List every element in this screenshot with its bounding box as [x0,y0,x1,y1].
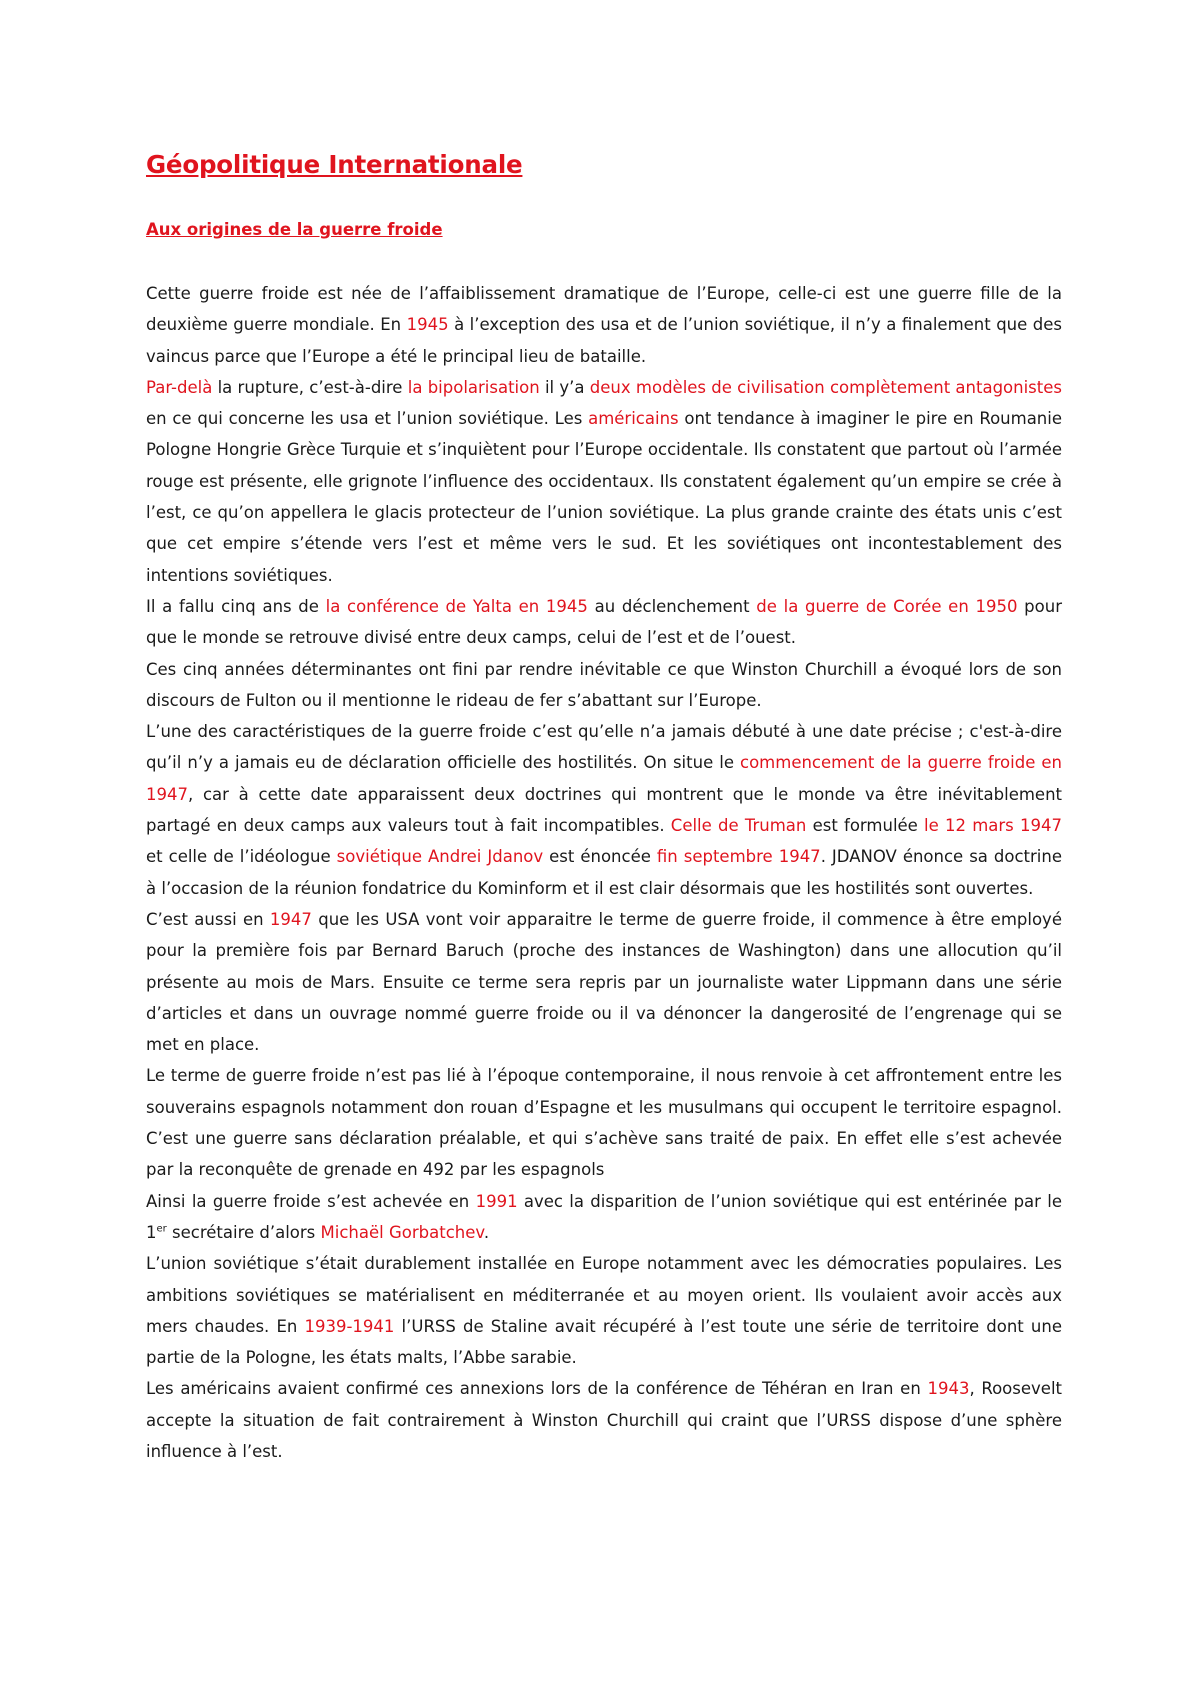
highlighted-text: Par-delà [146,377,213,397]
paragraph-text: et celle de l’idéologue [146,847,337,867]
paragraph-text: . [483,1222,490,1242]
paragraph-text: Les américains avaient confirmé ces annexions lors de la conférence de Téhéran en Iran en [146,1379,928,1399]
paragraph [146,654,1062,717]
paragraph-text: Cette guerre froide est née de l’affaiblissement dramatique de l’Europe, celle-ci est une guerre fille de la deuxième guerre mondiale. En [146,284,1062,335]
document-page [146,148,1062,1467]
highlighted-text: 1943 [927,1379,970,1399]
paragraph-text: avec la disparition de l’union soviétique qui est entérinée par le 1 [146,1191,1062,1242]
highlighted-text: américains [588,409,679,429]
paragraph-text: C’est aussi en [146,909,270,929]
paragraph-text: . JDANOV énonce sa doctrine à l’occasion de la réunion fondatrice du Kominform et il est clair désormais que les hostilités sont ouvertes. [146,847,1062,898]
paragraph-text: Ainsi la guerre froide s’est achevée en [146,1191,476,1211]
paragraph-text: à l’exception des usa et de l’union soviétique, il n’y a finalement que des vaincus parce que l’Europe a été le principal lieu de bataille. [146,315,1062,366]
paragraph-text: la rupture, c’est-à-dire [212,377,408,397]
highlighted-text: Celle de Truman [670,816,807,836]
highlighted-text: Michaël Gorbatchev [320,1222,484,1242]
paragraph-text: Il a fallu cinq ans de [146,596,326,616]
paragraph [146,278,1062,372]
paragraph-text: il y’a [539,377,590,397]
paragraph [146,716,1062,904]
highlighted-text: fin septembre 1947 [656,847,821,867]
paragraph [146,904,1062,1060]
document-title: Géopolitique Internationale [146,150,523,179]
highlighted-text: commencement de la guerre froide en 1947 [146,753,1062,804]
paragraph-text: est énoncée [543,847,657,867]
paragraph-text: ont tendance à imaginer le pire en Roumanie Pologne Hongrie Grèce Turquie et s’inquiètent pour l’Europe occidentale. Ils constatent que partout où l’armée rouge est présente, elle grignote l’influence des occidentaux. Ils constatent également qu’un empire se crée à l’est, ce qu’on appellera le glacis protecteur de l’union soviétique. La plus grande crainte des états unis c’est que cet empire s’étende vers l’est et même vers le sud. Et les soviétiques ont incontestablement des intentions soviétiques. [146,409,1062,585]
highlighted-text: 1991 [475,1191,518,1211]
highlighted-text: 1939-1941 [304,1316,395,1336]
highlighted-text: 1945 [406,315,449,335]
paragraph-text: , car à cette date apparaissent deux doctrines qui montrent que le monde va être inévitablement partagé en deux camps aux valeurs tout à fait incompatibles. [146,784,1062,836]
paragraph [146,591,1062,654]
superscript-text: er [156,1223,167,1235]
highlighted-text: la bipolarisation [407,377,540,397]
paragraph-text: , Roosevelt accepte la situation de fait contrairement à Winston Churchill qui craint que l’URSS dispose d’une sphère influence à l’est. [146,1379,1062,1461]
paragraph-text: L’une des caractéristiques de la guerre froide c’est qu’elle n’a jamais débuté à une date précise ; c'est-à-dire qu’il n’y a jamais eu de déclaration officielle des hostilités. On situe le [146,722,1062,773]
paragraph-text: secrétaire d’alors [166,1222,321,1242]
paragraph-text: Le terme de guerre froide n’est pas lié à l’époque contemporaine, il nous renvoie à cet affrontement entre les souverains espagnols notamment don rouan d’Espagne et les musulmans qui occupent le territoire espagnol. C’est une guerre sans déclaration préalable, et qui s’achève sans traité de paix. En effet elle s’est achevée par la reconquête de grenade en 492 par les espagnols [146,1066,1062,1180]
paragraph-text: pour que le monde se retrouve divisé entre deux camps, celui de l’est et de l’ouest. [146,596,1062,648]
paragraph [146,1373,1062,1467]
highlighted-text: la conférence de Yalta en 1945 [325,596,588,616]
paragraph [146,1060,1062,1185]
highlighted-text: le 12 mars 1947 [924,816,1062,836]
highlighted-text: deux modèles de civilisation complètement antagonistes [589,377,1062,397]
highlighted-text: 1947 [269,909,312,929]
paragraph-text: l’URSS de Staline avait récupéré à l’est toute une série de territoire dont une partie de la Pologne, les états malts, l’Abbe sarabie. [146,1316,1062,1368]
paragraph-text: que les USA vont voir apparaitre le terme de guerre froide, il commence à être employé pour la première fois par Bernard Baruch (proche des instances de Washington) dans une allocution qu’il présente au mois de Mars. Ensuite ce terme sera repris par un journaliste water Lippmann dans une série d’articles et dans un ouvrage nommé guerre froide ou il va dénoncer la dangerosité de l’engrenage qui se met en place. [146,909,1062,1055]
paragraph-text: L’union soviétique s’était durablement installée en Europe notamment avec les démocraties populaires. Les ambitions soviétiques se matérialisent en méditerranée et au moyen orient. Ils voulaient avoir accès aux mers chaudes. En [146,1254,1062,1336]
paragraph-text: au déclenchement [587,596,757,616]
paragraph [146,372,1062,591]
paragraph-text: Ces cinq années déterminantes ont fini par rendre inévitable ce que Winston Churchill a évoqué lors de son discours de Fulton ou il mentionne le rideau de fer s’abattant sur l’Europe. [146,659,1062,710]
section-heading: Aux origines de la guerre froide [146,220,443,239]
paragraph-text: en ce qui concerne les usa et l’union soviétique. Les [146,409,589,429]
highlighted-text: soviétique Andrei Jdanov [336,847,544,867]
paragraph [146,1248,1062,1373]
paragraph-text: est formulée [806,816,925,836]
document-body [146,278,1062,1467]
highlighted-text: de la guerre de Corée en 1950 [756,596,1018,616]
paragraph [146,1186,1062,1249]
